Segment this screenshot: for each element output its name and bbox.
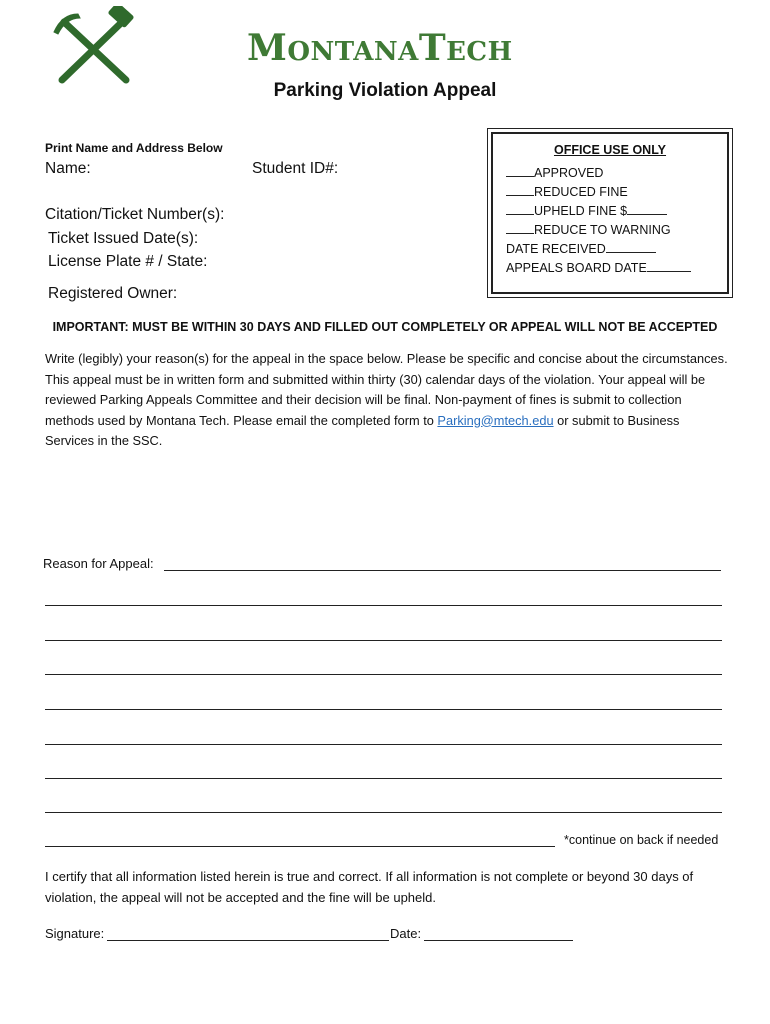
instructions-paragraph: Write (legibly) your reason(s) for the appeal in the space below. Please be specific and concise about the circumstances. This appeal must be in written form and submitted within thirty (30) calendar days of the violation. Your appeal will be reviewed Parking Appeals Committee and their decision will be final. Non-payment of fines is submit to collection methods used by Montana Tech. Please email the completed form to Parking@mtech.edu or submit to Business Services in the SSC. (45, 351, 728, 448)
parking-email-link[interactable]: Parking@mtech.edu (437, 412, 554, 428)
reason-line[interactable] (45, 846, 555, 847)
office-upheld: UPHELD FINE $ (506, 202, 667, 218)
reason-line[interactable] (45, 709, 722, 710)
reason-line[interactable] (45, 778, 722, 779)
reason-line[interactable] (45, 640, 722, 641)
crossed-hammer-pick-icon (50, 6, 138, 86)
registered-owner-label: Registered Owner: (48, 285, 178, 302)
reason-line[interactable] (45, 812, 722, 813)
reason-label: Reason for Appeal: (43, 556, 154, 571)
reason-line[interactable] (45, 605, 722, 606)
page-title: Parking Violation Appeal (273, 80, 497, 101)
office-date-received: DATE RECEIVED (506, 240, 656, 256)
reason-line[interactable] (164, 570, 721, 571)
brand-wordmark: MONTANATECH (247, 27, 513, 69)
signature-label: Signature: (45, 926, 105, 941)
ticket-issued-label: Ticket Issued Date(s): (48, 230, 199, 247)
student-id-label: Student ID#: (252, 160, 339, 177)
date-line[interactable] (424, 940, 573, 941)
name-label: Name: (45, 160, 91, 177)
reason-line[interactable] (45, 744, 722, 745)
license-plate-label: License Plate # / State: (48, 253, 208, 270)
citation-label: Citation/Ticket Number(s): (45, 206, 225, 223)
continue-note: *continue on back if needed (564, 833, 719, 847)
print-name-header: Print Name and Address Below (45, 141, 223, 155)
signature-line[interactable] (107, 940, 389, 941)
certification-text: I certify that all information listed herein is true and correct. If all information is not complete or beyond 30 days of violation, the appeal will not be accepted and the fine will be upheld. (45, 869, 694, 905)
office-board-date: APPEALS BOARD DATE (506, 259, 691, 275)
office-use-box (487, 128, 733, 298)
office-reduce-warning: REDUCE TO WARNING (506, 221, 671, 237)
office-use-title: OFFICE USE ONLY (553, 143, 667, 157)
office-reduced-fine: REDUCED FINE (506, 183, 628, 199)
reason-line[interactable] (45, 674, 722, 675)
important-notice: IMPORTANT: MUST BE WITHIN 30 DAYS AND FILLED OUT COMPLETELY OR APPEAL WILL NOT BE ACCEPTED (52, 320, 718, 334)
date-label: Date: (390, 926, 422, 941)
office-approved: APPROVED (506, 164, 603, 180)
